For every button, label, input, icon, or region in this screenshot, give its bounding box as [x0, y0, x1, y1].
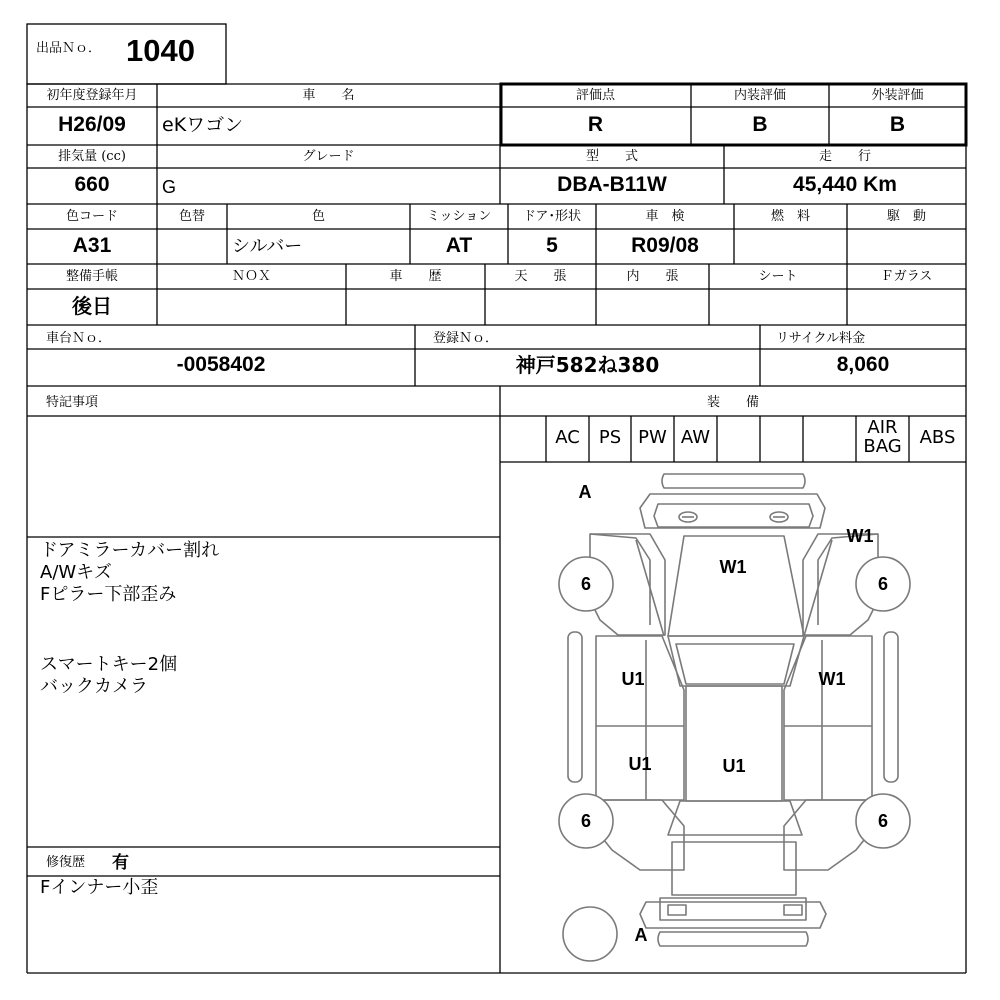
door-label: ドア･形状	[522, 209, 582, 224]
equipment-label: 装 備	[706, 395, 759, 410]
grade-label: グレード	[302, 149, 355, 164]
model-label: 型 式	[585, 149, 638, 164]
model-value: DBA-B11W	[557, 173, 667, 196]
chassis-value: -0058402	[176, 353, 266, 376]
note-line: Fピラー下部歪み	[40, 584, 177, 605]
car-name-label: 車 名	[302, 88, 355, 103]
chassis-label: 車台Ｎｏ．	[46, 331, 112, 346]
mark-left-rear-door: U1	[628, 754, 652, 774]
repair-note: Fインナー小歪	[40, 877, 159, 898]
first-reg-value: H26/09	[58, 113, 126, 136]
equipment-ps: PS	[598, 427, 622, 448]
mark-front-bumper: A	[578, 482, 592, 502]
interior-trim-label: 内 張	[626, 269, 679, 284]
mileage-value: 45,440 Km	[793, 173, 897, 196]
roof-label: 天 張	[514, 269, 567, 284]
fuel-label: 燃 料	[770, 209, 810, 224]
color-code-value: A31	[72, 234, 112, 257]
mark-left-front-door: U1	[621, 669, 645, 689]
seat-label: シート	[758, 269, 798, 284]
reg-label: 登録Ｎｏ．	[433, 331, 499, 346]
mark-right-front-door: W1	[818, 669, 846, 689]
interior-label: 内装評価	[733, 88, 786, 103]
mark-roof: U1	[722, 756, 746, 776]
inspection-label: 車 検	[645, 209, 685, 224]
grade-value: G	[162, 177, 177, 197]
equipment-pw: PW	[638, 427, 667, 448]
nox-label: ＮＯＸ	[231, 269, 271, 284]
glass-label: Ｆガラス	[880, 269, 933, 284]
repair-value: 有	[112, 853, 129, 873]
interior-value: B	[752, 113, 768, 136]
color-code-label: 色コード	[65, 209, 118, 224]
mission-value: AT	[445, 234, 473, 257]
mission-label: ミッション	[426, 209, 492, 224]
spare-tire	[563, 907, 617, 961]
exterior-label: 外装評価	[871, 88, 924, 103]
equipment-ac: AC	[555, 427, 580, 448]
color-value: シルバー	[232, 236, 303, 257]
note-line: A/Wキズ	[40, 562, 112, 583]
equipment-airbag: AIR BAG	[863, 417, 902, 457]
mark-right-rear-tire: 6	[877, 811, 888, 831]
equipment-abs: ABS	[919, 427, 956, 448]
score-label: 評価点	[575, 88, 615, 103]
reg-value: 神戸582ね380	[515, 353, 660, 377]
lot-number: 1040	[126, 33, 195, 68]
mark-right-front-tire: 6	[877, 574, 888, 594]
equipment-aw: AW	[680, 427, 711, 448]
notes-label: 特記事項	[46, 395, 99, 410]
mileage-label: 走 行	[818, 149, 871, 164]
lot-label: 出品Ｎｏ．	[36, 41, 102, 56]
color-label: 色	[311, 209, 325, 224]
recycle-value: 8,060	[836, 353, 890, 376]
history-label: 車 歴	[389, 269, 442, 284]
car-name-value: eKワゴン	[162, 114, 244, 136]
repair-label: 修復歴	[46, 855, 86, 870]
inspection-value: R09/08	[631, 234, 699, 257]
mark-rear-bumper: A	[634, 925, 648, 945]
note-line: ドアミラーカバー割れ	[40, 540, 220, 561]
note-line: スマートキー2個	[40, 654, 178, 675]
color-change-label: 色替	[178, 209, 205, 224]
first-reg-label: 初年度登録年月	[46, 88, 138, 103]
displacement-label: 排気量 (cc)	[58, 149, 126, 164]
recycle-label: リサイクル料金	[776, 331, 866, 346]
mark-front-right-pillar: W1	[846, 526, 874, 546]
note-line: バックカメラ	[40, 676, 148, 697]
mark-left-rear-tire: 6	[580, 811, 591, 831]
exterior-value: B	[889, 113, 906, 136]
mark-left-front-tire: 6	[580, 574, 591, 594]
service-book-label: 整備手帳	[65, 269, 118, 284]
mark-hood: W1	[719, 557, 747, 577]
displacement-value: 660	[74, 173, 110, 196]
door-value: 5	[546, 234, 558, 257]
score-value: R	[587, 113, 604, 136]
service-book-value: 後日	[72, 294, 112, 318]
drive-label: 駆 動	[886, 209, 926, 224]
